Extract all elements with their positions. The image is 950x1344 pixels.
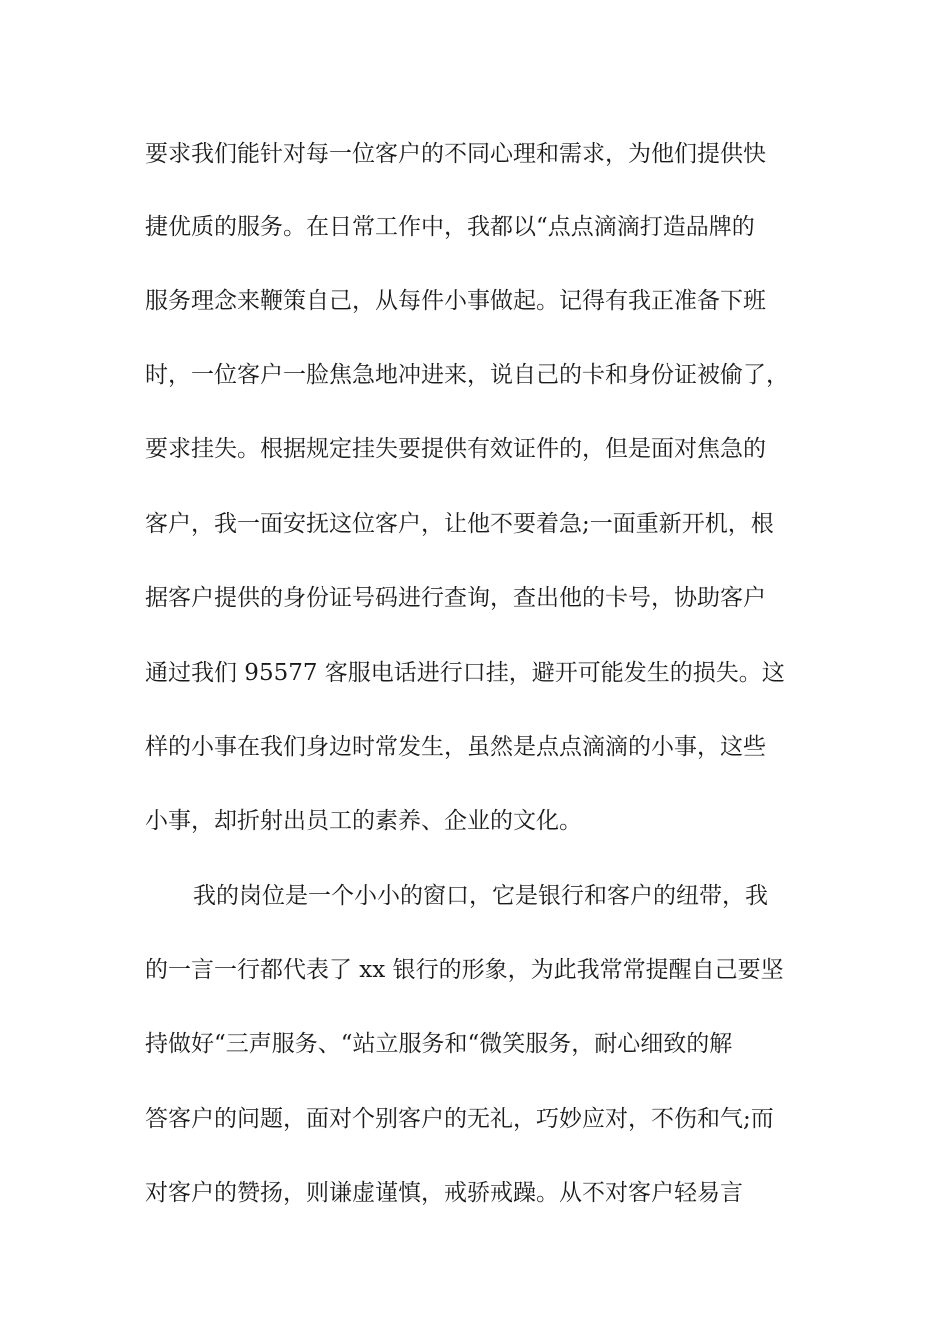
paragraph-first-line: 我的岗位是一个小小的窗口，它是银行和客户的纽带，我 <box>193 883 768 909</box>
text-line: 样的小事在我们身边时常发生，虽然是点点滴滴的小事，这些 <box>145 734 766 760</box>
text-line: 客户，我一面安抚这位客户，让他不要着急;一面重新开机，根 <box>145 511 774 537</box>
text-line: 答客户的问题，面对个别客户的无礼，巧妙应对，不伤和气;而 <box>145 1106 774 1132</box>
text-line: 持做好“三声服务、“站立服务和“微笑服务，耐心细致的解 <box>145 1031 733 1057</box>
text-line: 据客户提供的身份证号码进行查询，查出他的卡号，协助客户 <box>145 585 766 611</box>
text-line: 对客户的赞扬，则谦虚谨慎，戒骄戒躁。从不对客户轻易言 <box>145 1180 743 1206</box>
text-line: 通过我们 95577 客服电话进行口挂，避开可能发生的损失。这 <box>145 660 785 686</box>
text-line: 捷优质的服务。在日常工作中，我都以“点点滴滴打造品牌的 <box>145 214 755 240</box>
text-line: 要求挂失。根据规定挂失要提供有效证件的，但是面对焦急的 <box>145 436 766 462</box>
text-line: 时，一位客户一脸焦急地冲进来，说自己的卡和身份证被偷了， <box>145 362 789 388</box>
text-line: 要求我们能针对每一位客户的不同心理和需求，为他们提供快 <box>145 141 766 167</box>
text-line: 小事，却折射出员工的素养、企业的文化。 <box>145 808 582 834</box>
text-line: 服务理念来鞭策自己，从每件小事做起。记得有我正准备下班 <box>145 288 766 314</box>
text-line: 的一言一行都代表了 xx 银行的形象，为此我常常提醒自己要坚 <box>145 957 784 983</box>
